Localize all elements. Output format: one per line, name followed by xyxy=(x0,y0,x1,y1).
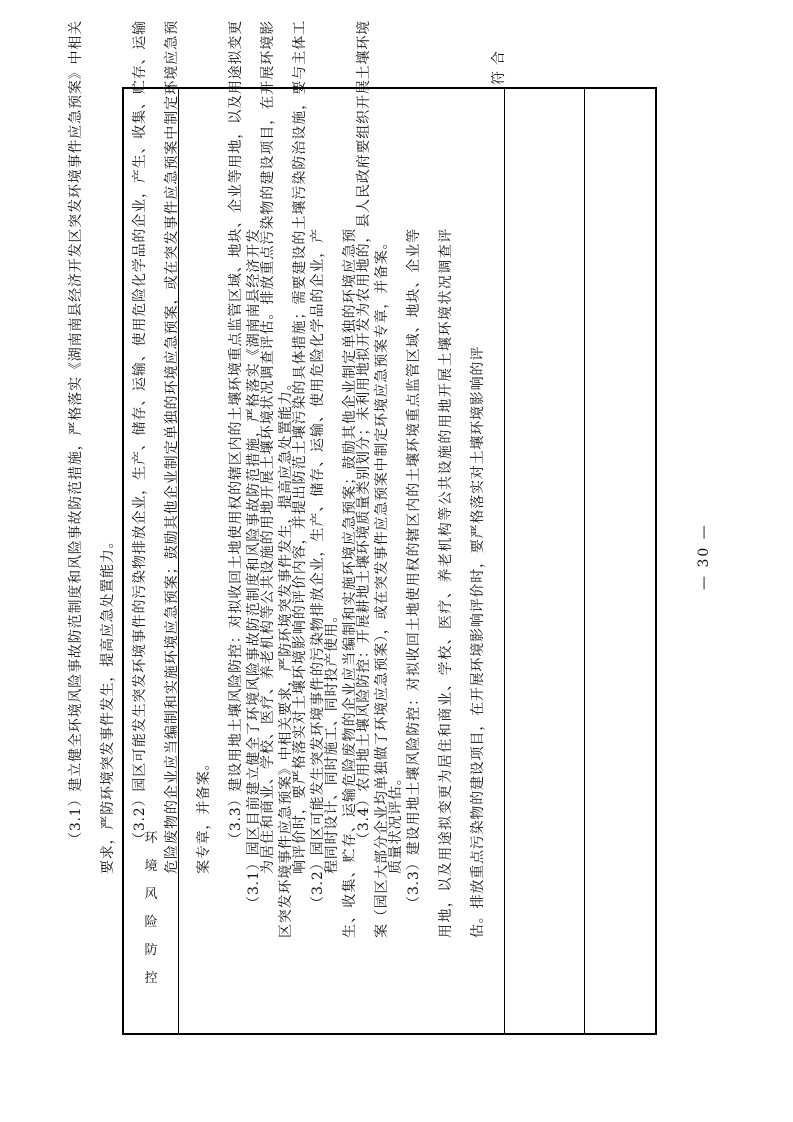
measures-cell xyxy=(236,0,486,948)
requirement-paragraph: （3.4）农用地土壤风险防控：开展耕地土壤环境质量类别划分；未利用地拟开发为农用地的，县人民政府要组织开展土壤环境质量状况评估。 xyxy=(356,20,404,874)
measure-paragraph: （3.3）建设用地土壤风险防控：对拟收回土地使用权的辖区内的土壤环境重点监管区域、地块、企业等用地，以及用途拟变更为居住和商业、学校、医疗、养老机构等公共设施的用地开展土壤环境状况调查评估。排放重点污染物的建设项目，在开展环境影响评价时，要严格落实对土壤环境影响的评 xyxy=(406,228,486,938)
category-char: 环 xyxy=(144,831,158,846)
requirement-paragraph: （3.1）建立健全环境风险事故防范制度和风险事故防范措施，严格落实《湖南南县经济开发区突发环境事件应急预案》中相关要求，严防环境突发事件发生，提高应急处置能力。 xyxy=(68,20,116,874)
category-char: 险 xyxy=(144,915,158,930)
conclusion-cell xyxy=(460,0,535,948)
requirement-paragraph: （3.3）建设用地土壤风险防控：对拟收回土地使用权的辖区内的土壤环境重点监管区域、地块、企业等用地，以及用途拟变更为居住和商业、学校、医疗、养老机构等公共设施的用地开展土壤环境状况调查评估。排放重点污染物的建设项目，在开展环境影响评价时，要严格落实对土壤环境影响的评价内容，并提出防范土壤污染的具体措施；需要建设的土壤污染防治设施，要与主体工程同时设计、同时施工、同时投产使用。 xyxy=(228,20,340,874)
category-char: 风 xyxy=(144,887,158,902)
page-number: — 30 — xyxy=(696,523,712,590)
category-char: 控 xyxy=(144,971,158,986)
column-divider xyxy=(584,89,585,1033)
measure-paragraph: （3.1）园区目前建立健全了环境风险事故防范制度和风险事故防范措施，严格落实《湖南南县经济开发区突发环境事件应急预案》中相关要求，严防环境突发事件发生，提高应急处置能力。 xyxy=(246,228,294,938)
measures-text xyxy=(236,0,486,948)
requirement-paragraph: （3.2）园区可能发生突发环境事件的污染物排放企业，生产、储存、运输、使用危险化学品的企业，产生、收集、贮存、运输危险废物的企业应当编制和实施环境应急预案；鼓励其他企业制定单独的环境应急预案，或在突发事件应急预案中制定环境应急预案专章，并备案。 xyxy=(132,20,212,874)
measure-paragraph: （3.2）园区可能发生突发环境事件的污染物排放企业，生产、储存、运输、使用危险化学品的企业，产生、收集、贮存、运输危险废物的企业应当编制和实施环境应急预案；鼓励其他企业制定单独的环境应急预案（园区大部分企业均单独做了环境应急预案），或在突发事件应急预案中制定环境应急预案专章，并备案。 xyxy=(310,228,390,938)
conclusion-text: 符合 xyxy=(490,45,507,85)
category-char: 防 xyxy=(144,943,158,958)
category-char: 境 xyxy=(144,859,158,874)
